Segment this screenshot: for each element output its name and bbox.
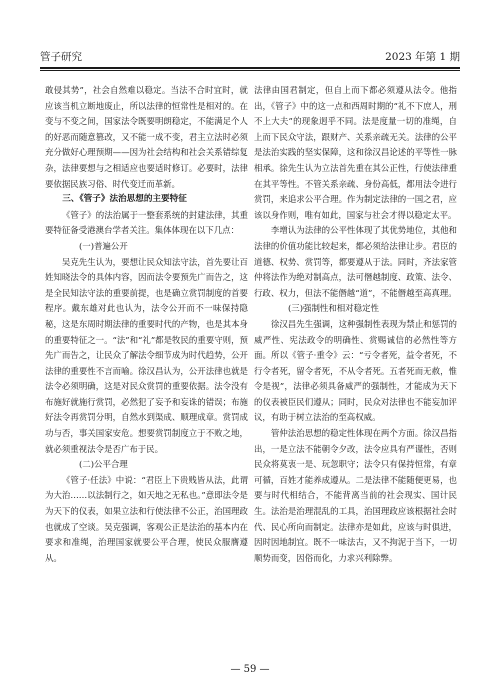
issue-label: 2023 年第 1 期	[385, 51, 460, 63]
paragraph: 徐汉昌先生强调，这种强制性表现为禁止和惩罚的威严性、宪法政令的明确性、赏赐诚信的必然性等方面。所以《管子·重令》云：“亏令者死，益令者死，不行令者死，留令者死，不从令者死。五者死而无赦，惟令是视”，法律必须具备威严的强制性，才能成为天下的仪表被臣民们遵从；同时，民众对法律也不能妄加评议，有助于树立法治的至高权威。	[254, 318, 457, 423]
subsection-heading: (一)普遍公开	[79, 240, 128, 251]
paragraph: 管仲法治思想的稳定性体现在两个方面。徐汉昌指出，一是立法不能朝令夕改，法令应具有严谨性，否则民众将莫衷一是、玩忽职守；法令只有保持恒常，有章可循，百姓才能养成遵从。二是法律不能随便更易，也要与时代相结合，不能背离当前的社会现实、国计民生。法治是治理混乱的工具，治国理政应该根据社会时代、民心所向而制定。法律亦是如此，应该与时俱进，因时因地制宜。既不一味法古，又不拘泥于当下，一切顺势而变，因俗而化，力求兴利除弊。	[254, 428, 457, 563]
paragraph: 《管子》的法治属于一整套系统的封建法律，其重要特征备受港澳台学者关注。集体体现在以下几点：	[45, 209, 248, 236]
right-column	[254, 83, 457, 643]
page-header	[40, 48, 460, 66]
journal-name: 管子研究	[40, 51, 82, 63]
paragraph: 敢侵其势”，社会自然难以稳定。当法不合时宜时，就应该当机立断地废止，所以法律的恒常性是相对的。在变与不变之间，国家法令既要明朗稳定，不能满足个人的好恶而随意篡改，又不能一成不变，君主立法时必须充分做好心理预期——因为社会结构和社会关系错综复杂，法律要想与之相适应也要适时修订。必要时，法律要依据民族习俗、时代变迁而革新。	[45, 85, 248, 189]
subsection-heading: (二)公平合理	[79, 459, 128, 470]
left-column	[45, 83, 248, 643]
page-number: — 59 —	[230, 664, 270, 675]
paragraph: 法律由国君制定，但自上而下都必须遵从法令。他指出，《管子》中的这一点和西周时期的“礼不下庶人，刑不上大夫”的现象迥乎不同。法是度量一切的准绳，自上而下民众守法，跟财产、关系亲疏无关。法律的公平是法治实践的坚实保障，这和徐汉昌论述的平等性一脉相承。徐先生认为立法首先重在其公正性，行使法律重在其平等性。不管关系亲疏、身份高低，都用法令进行赏罚，来追求公平合理。作为制定法律的一国之君，应该以身作则，唯有如此，国家与社会才得以稳定太平。	[254, 85, 457, 220]
header-rule-thick	[40, 67, 460, 69]
header-rule-thin	[40, 70, 460, 71]
paragraph: 《管子·任法》中说：“君臣上下贵贱皆从法，此谓为大治……以法制行之，如天地之无私也。”意即法令是为天下的仪表，如果立法和行使法律不公正，治国理政也就成了空谈。吴克强调，客观公正是法治的基本内在要求和准绳，治理国家就要公平合理，使民众服膺遵从。	[45, 474, 248, 563]
subsection-heading: (三)强制性和相对稳定性	[288, 303, 379, 314]
paragraph: 吴克先生认为，要想让民众知法守法，首先要让百姓知晓法令的具体内容，因而法令要预先广而告之，这是全民知法守法的重要前提，也是确立赏罚制度的首要程序。戴东雄对此也认为，法令公开而不一味保持隐秘，这是东周时期法律的重要时代的产物，也是其本身的重要特征之一。“法”和“礼”都是牧民的重要守则，预先广而告之，让民众了解法令细节成为时代趋势，公开法律的重要性不言而喻。徐汉昌认为，公开法律也就是法令必须明确，这是对民众赏罚的重要依据。法令没有布施好就施行赏罚，必然犯了妄予和妄诛的错误；布施好法令再赏罚分明，自然水到渠成、顺理成章。赏罚成功与否，事关国家安危。想要赏罚制度立于不败之地，就必须重视法令是否广布于民。	[45, 256, 248, 454]
section-heading: 三、《管子》法治思想的主要特征	[62, 194, 187, 205]
paragraph: 李增认为法律的公平性体现了其优势地位，其他和法律的价值功能比较起来，都必须给法律让步。君臣的道德、权势、赏罚等，都要遵从于法。同时，齐法家管仲将法作为绝对制高点，法可僭越制度、政策、法令、行政、权力，但法不能僭越“道”，不能僭越至高真理。	[254, 225, 457, 298]
